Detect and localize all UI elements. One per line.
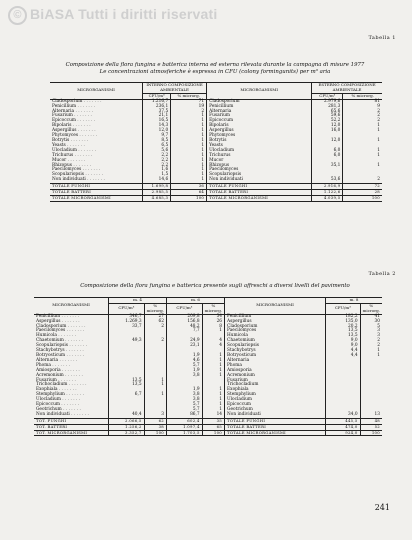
cfu-value: 2.979,6 [312,99,343,104]
percent-m4: 62 [144,320,166,325]
organism-name: Scopulariopsis [207,173,312,178]
table2-totals [34,418,382,436]
percent-m6: 1 [202,408,224,413]
percent-m4: 1 [144,383,166,388]
cfu-value: 2,2 [143,159,171,164]
total-cfu-m6: 1.097,4 [167,424,203,430]
percent-value: 1 [343,164,382,169]
total-label: TOTALE MICRORGANISMI [207,195,312,201]
organism-name: Geotrichum [225,408,326,413]
organism-name: Ulocladium . . . [50,149,143,154]
cfu-value: 6,0 [312,149,343,154]
percent-m8: 3 [360,329,382,334]
cfu-m4: 13,5 [109,379,145,384]
organism-name: Trichocladium . . . [34,383,109,388]
cfu-m6: 23,1 [167,344,203,349]
percent-value: 1 [171,119,207,124]
percent-value: 2 [343,119,382,124]
percent-value: 1 [171,124,207,129]
organism-name: Bipolaris . . . [50,124,143,129]
organism-name: Paecilomyces . . . [50,168,143,173]
cfu-value: 16,5 [143,119,171,124]
percent-m6: 1 [202,388,224,393]
table1-label: Tabella 1 [368,35,396,41]
cfu-m6: 3,8 [167,398,203,403]
percent-value: 1 [171,144,207,149]
total-cfu-m6: 1.703,5 [167,430,203,436]
cfu-m8: 9,0 [326,339,361,344]
organism-name: Humicola . . . [34,334,109,339]
percent-value: 1 [343,139,382,144]
organism-name: Chaetomium . . . [34,339,109,344]
percent-m8: 41 [360,314,382,319]
organism-name: Botrytis [207,139,312,144]
total-percent-m8: 48 [360,418,382,424]
cfu-m6: 1,9 [167,388,203,393]
page-number: 241 [374,503,390,512]
totals-row [50,195,382,201]
percent-m6: 4 [202,344,224,349]
total-label: TOT. FUNGHI [36,417,67,423]
percent-m8: 1 [360,354,382,359]
organism-name: Fusarium . . . [50,114,143,119]
cfu-m6: 3,8 [167,374,203,379]
table1-caption-line2: Le concentrazioni atmosferiche è espressa in CFU (colony formingunits) per m³ aria [99,69,331,75]
cfu-m4: 13,5 [109,383,145,388]
percent-value: 2 [343,178,382,183]
cfu-value: 1.216,7 [143,99,171,104]
organism-name: Mucor . . . [50,159,143,164]
organism-name: Fusarium . . . [34,379,109,384]
cfu-m6: 24,9 [167,339,203,344]
totals-row [34,430,382,436]
t1-col-pct-right: % microrg. [343,93,382,99]
total-label: TOTALE FUNGHI [225,418,326,424]
cfu-m6: 5,7 [167,403,203,408]
organism-name: Mucor [207,159,312,164]
percent-value: 1 [171,178,207,183]
total-cfu-m6: 602,4 [167,418,203,424]
organism-name: Epicoccum [225,403,326,408]
total-cfu-m4: 1.256,2 [109,424,145,430]
percent-m6: 1 [202,364,224,369]
organism-name: Non individuati . . . [34,413,109,418]
percent-value: 1 [171,129,207,134]
total-percent-m8: 52 [360,424,382,430]
t2-col-pct-m8: % microrg. [360,303,382,314]
percent-m4: 2 [144,325,166,330]
percent-m8: 2 [360,344,382,349]
organism-name: Aspergillus . . . [50,129,143,134]
table1-body [50,99,382,183]
organism-name: Fusarium [225,379,326,384]
t1-col-cfu-left: CFU/m³ [143,93,171,99]
cfu-m6: 156,8 [167,320,203,325]
total-percent-m6: 100 [202,430,224,436]
organism-name: Amiosporia [225,369,326,374]
organism-name: Yeasts . . . [50,144,143,149]
cfu-value: 1,6 [143,168,171,173]
organism-name: Alternaria [207,110,312,115]
t1-col-pct-left: % microrg. [171,93,207,99]
percent-m6: 1 [202,393,224,398]
cfu-value: 6,0 [312,154,343,159]
total-cfu: 1.122,6 [312,190,343,196]
total-percent-m4: 62 [144,418,166,424]
percent-m8: 13 [360,413,382,418]
total-label: TOTALE MICRORGANISMI [225,430,326,436]
total-cfu: 4.039,5 [312,195,343,201]
cfu-m4: 346,7 [109,314,145,319]
t2-col-micro-right: MICRORGANISMI [225,298,326,315]
t2-col-m4: m. 4 [109,298,167,304]
organism-name: Cladosporium . . . [50,99,143,104]
t2-col-cfu-m4: CFU/m³ [109,303,145,314]
percent-value: 1 [171,134,207,139]
organism-name: Trichurus . . . [50,154,143,159]
organism-name: Alternaria . . . [34,359,109,364]
organism-name: Ulocladium [207,149,312,154]
cfu-value: 281,3 [312,105,343,110]
cfu-m6: 4,6 [167,359,203,364]
total-cfu-m4: 3.352,7 [109,430,145,436]
organism-name: Ulocladium [225,398,326,403]
cfu-m6: 1,9 [167,369,203,374]
total-label: TOTALE BATTERI [207,190,312,196]
total-percent: 100 [343,195,382,201]
organism-name: Aspergillus [207,129,312,134]
cfu-m4: 1.269,3 [109,320,145,325]
organism-name: Trichurus [207,154,312,159]
total-label: TOTALE BATTERI [225,424,326,430]
t1-col-int: INTERNO COMPOSIZIONE AMBIENTALE [143,83,207,94]
organism-name: Acremonium [225,374,326,379]
cfu-m4: 33,7 [109,325,145,330]
organism-name: Alternaria . . . [50,110,143,115]
total-percent: 64 [171,190,207,196]
total-percent-m4: 100 [144,430,166,436]
total-cfu-m8: 924,0 [326,430,361,436]
organism-name: Ulocladium . . . [34,398,109,403]
organism-name: Paecilomyces . . . [34,329,109,334]
t2-col-cfu-m6: CFU/m³ [167,303,203,314]
percent-value: 1 [171,159,207,164]
total-cfu-m8: 445,5 [326,418,361,424]
cfu-value: 5,6 [143,149,171,154]
cfu-m6: 5,7 [167,364,203,369]
percent-m8: 3 [360,334,382,339]
watermark [8,6,217,25]
table1-caption [50,62,380,76]
percent-m6: 4 [202,339,224,344]
cfu-value: 6,5 [143,144,171,149]
organism-name: Phoma . . . [34,364,109,369]
percent-value: 1 [171,139,207,144]
percent-value: 1 [171,154,207,159]
organism-name: Cladosporium [225,325,326,330]
organism-name: Humicola [225,334,326,339]
organism-name: Exophiala . . . [34,388,109,393]
organism-name: Botryosticum . . . [34,354,109,359]
percent-value: 1 [171,149,207,154]
percent-value: 1 [171,164,207,169]
cfu-value: 12,0 [312,139,343,144]
total-label: TOTALE FUNGHI [207,184,312,190]
cfu-m4: 49,3 [109,339,145,344]
organism-name: Paecilomyces [225,329,326,334]
percent-m4: 3 [144,413,166,418]
organism-name: Epicoccum . . . [34,403,109,408]
organism-name: Botryosticum [225,354,326,359]
cfu-m6: 7,7 [167,329,203,334]
cfu-m6: 48,2 [167,325,203,330]
cfu-value: 59,6 [312,114,343,119]
total-percent: 72 [343,184,382,190]
percent-m6: 1 [202,374,224,379]
percent-value: 19 [171,105,207,110]
total-label: TOT. BATTERI [36,423,68,429]
percent-m6: 1 [202,329,224,334]
t2-col-micro-left: MICRORGANISMI [52,302,90,308]
organism-name: Phytomyces . . . [50,134,143,139]
organism-name: Scopulariopsis [225,344,326,349]
organism-name: Yeasts [207,144,312,149]
copyright-icon: © [8,6,27,25]
total-percent-m6: 65 [202,424,224,430]
total-percent: 100 [171,195,207,201]
percent-m8: 30 [360,320,382,325]
organism-name: Epicoccum [207,119,312,124]
percent-value: 1 [343,149,382,154]
cfu-m6: 86,7 [167,413,203,418]
total-label: TOTALE BATTERI [52,189,92,195]
table1-caption-line1: Composizione della flora fungina e batterica interna ed esterna rilevata durante la campagna di misure 1977 [65,62,365,68]
table1 [50,82,382,202]
total-cfu: 2.985,5 [143,190,171,196]
percent-value: 1 [343,154,382,159]
total-percent: 28 [343,190,382,196]
cfu-value: 14,3 [143,124,171,129]
cfu-m4: 40,4 [109,413,145,418]
percent-m8: 1 [360,349,382,354]
cfu-m8: 4,4 [326,349,361,354]
percent-value: 2 [343,110,382,115]
cfu-value: 52,2 [312,119,343,124]
t1-col-ext: ESTERNO COMPOSIZIONE AMBIENTALE [312,83,382,94]
cfu-value: 21,1 [143,114,171,119]
total-label: TOTALE MICRORGANISMI [52,194,111,200]
cfu-m6: 209,8 [167,314,203,319]
total-percent-m6: 35 [202,418,224,424]
organism-name: Fusarium [207,114,312,119]
organism-name: Penicillium [207,105,312,110]
organism-name: Aspergillus [225,320,326,325]
percent-m6: 1 [202,369,224,374]
organism-name: Aspergillus . . . [34,320,109,325]
organism-name: Rhizopus . . . [50,164,143,169]
table1-totals [50,184,382,202]
cfu-value: 8,5 [143,139,171,144]
total-cfu: 2.916,9 [312,184,343,190]
percent-m6: 1 [202,359,224,364]
cfu-m4: 6,7 [109,393,145,398]
organism-name: Penicillium . . . [34,314,109,319]
organism-name: Paecilomyces [207,168,312,173]
percent-m4: 1 [144,393,166,398]
organism-name: Amiosporia . . . [34,369,109,374]
total-percent: 36 [171,184,207,190]
cfu-m8: 9,0 [326,344,361,349]
organism-name: Chaetomium [225,339,326,344]
percent-value: 2 [171,110,207,115]
organism-name: Trichocladium [225,383,326,388]
percent-value: 2 [343,114,382,119]
percent-value: 1 [171,173,207,178]
cfu-value: 12,0 [143,129,171,134]
cfu-value: 14,6 [143,178,171,183]
percent-m4: 1 [144,379,166,384]
percent-m6: 1 [202,403,224,408]
percent-value: 9 [343,105,382,110]
percent-value: 1 [171,114,207,119]
organism-name: Cladosporium [207,99,312,104]
cfu-value: 9,7 [143,134,171,139]
t2-col-cfu-m8: CFU/m³ [326,303,361,314]
cfu-value: 236,1 [143,105,171,110]
table2 [34,297,382,436]
cfu-m8: 4,4 [326,354,361,359]
organism-name: Stachybotrys . . . [34,349,109,354]
organism-name: Stemphylium . . . [34,393,109,398]
t1-col-cfu-right: CFU/m³ [312,93,343,99]
cfu-value: 2,2 [143,154,171,159]
cfu-m8: 13,5 [326,334,361,339]
watermark-text: BiASA Tutti i diritti riservati [30,6,218,23]
t2-col-pct-m4: % microrg. [144,303,166,314]
total-label: TOT. MICRORGANISMI [36,429,88,435]
percent-m4: 27 [144,314,166,319]
cfu-m6: 3,8 [167,393,203,398]
cfu-value: 65,6 [312,110,343,115]
organism-name: Non individuati . . . [50,178,143,183]
organism-name: Stemphylium [225,393,326,398]
total-percent-m4: 38 [144,424,166,430]
organism-name: Scopulariopsis . . . [34,344,109,349]
percent-value: 1 [171,168,207,173]
cfu-value: 2,2 [143,164,171,169]
table2-caption: Composizione della flora fungina e batterica presente sugli affreschi a diversi livelli del pavimento [80,283,350,289]
organism-name: Epicoccum . . . [50,119,143,124]
organism-name: Penicillium . . . [50,105,143,110]
organism-name: Alternaria [225,359,326,364]
t2-col-pct-m6: % microrg. [202,303,224,314]
percent-m8: 5 [360,325,382,330]
organism-name: Bipolaris [207,124,312,129]
table2-label: Tabella 2 [368,271,396,277]
cfu-m8: 135,0 [326,320,361,325]
percent-m6: 34 [202,314,224,319]
organism-name: Penicillium [225,314,326,319]
organism-name: Phoma [225,364,326,369]
cfu-m6: 1,9 [167,354,203,359]
cfu-value: 16,0 [312,129,343,134]
percent-m6: 8 [202,325,224,330]
total-percent-m8: 100 [360,430,382,436]
organism-name: Exophiala [225,388,326,393]
percent-m6: 14 [202,413,224,418]
cfu-m8: 13,5 [326,329,361,334]
percent-m6: 26 [202,320,224,325]
organism-name: Scopulariopsis . . . [50,173,143,178]
organism-name: Geotrichum . . . [34,408,109,413]
organism-name: Phytomyces [207,134,312,139]
percent-value: 71 [171,99,207,104]
cfu-value: 1,5 [143,173,171,178]
percent-m6: 1 [202,398,224,403]
organism-name: Stachybotrys [225,349,326,354]
cfu-value: 37,5 [143,110,171,115]
t2-col-m6: m. 6 [167,298,225,304]
percent-m6: 1 [202,354,224,359]
organism-name: Acremonium . . . [34,374,109,379]
organism-name: Non individuati [225,413,326,418]
percent-value: 1 [343,124,382,129]
t1-col-micro-right: MICRORGANISMI [207,83,312,100]
cfu-m8: 182,2 [326,314,361,319]
organism-name: Non individuati [207,178,312,183]
cfu-value: 53,6 [312,178,343,183]
table2-body [34,314,382,418]
percent-m4: 2 [144,339,166,344]
organism-name: Rhizopus [207,164,312,169]
total-cfu-m4: 2.066,5 [109,418,145,424]
percent-value: 1 [343,129,382,134]
organism-name: Cladosporium . . . [34,325,109,330]
t1-col-micro-left: MICRORGANISMI [77,87,115,93]
total-label: TOTALE FUNGHI [52,183,91,189]
cfu-value: 35,1 [312,164,343,169]
cfu-m6: 5,7 [167,408,203,413]
total-cfu: 1.699,8 [143,184,171,190]
t2-col-m8: m. 8 [326,298,382,304]
organism-name: Botrytis . . . [50,139,143,144]
percent-value: 81 [343,99,382,104]
percent-m8: 2 [360,339,382,344]
total-cfu: 4.685,3 [143,195,171,201]
cfu-m8: 34,0 [326,413,361,418]
total-cfu-m8: 474,0 [326,424,361,430]
cfu-m8: 20,2 [326,325,361,330]
cfu-value: 12,0 [312,124,343,129]
